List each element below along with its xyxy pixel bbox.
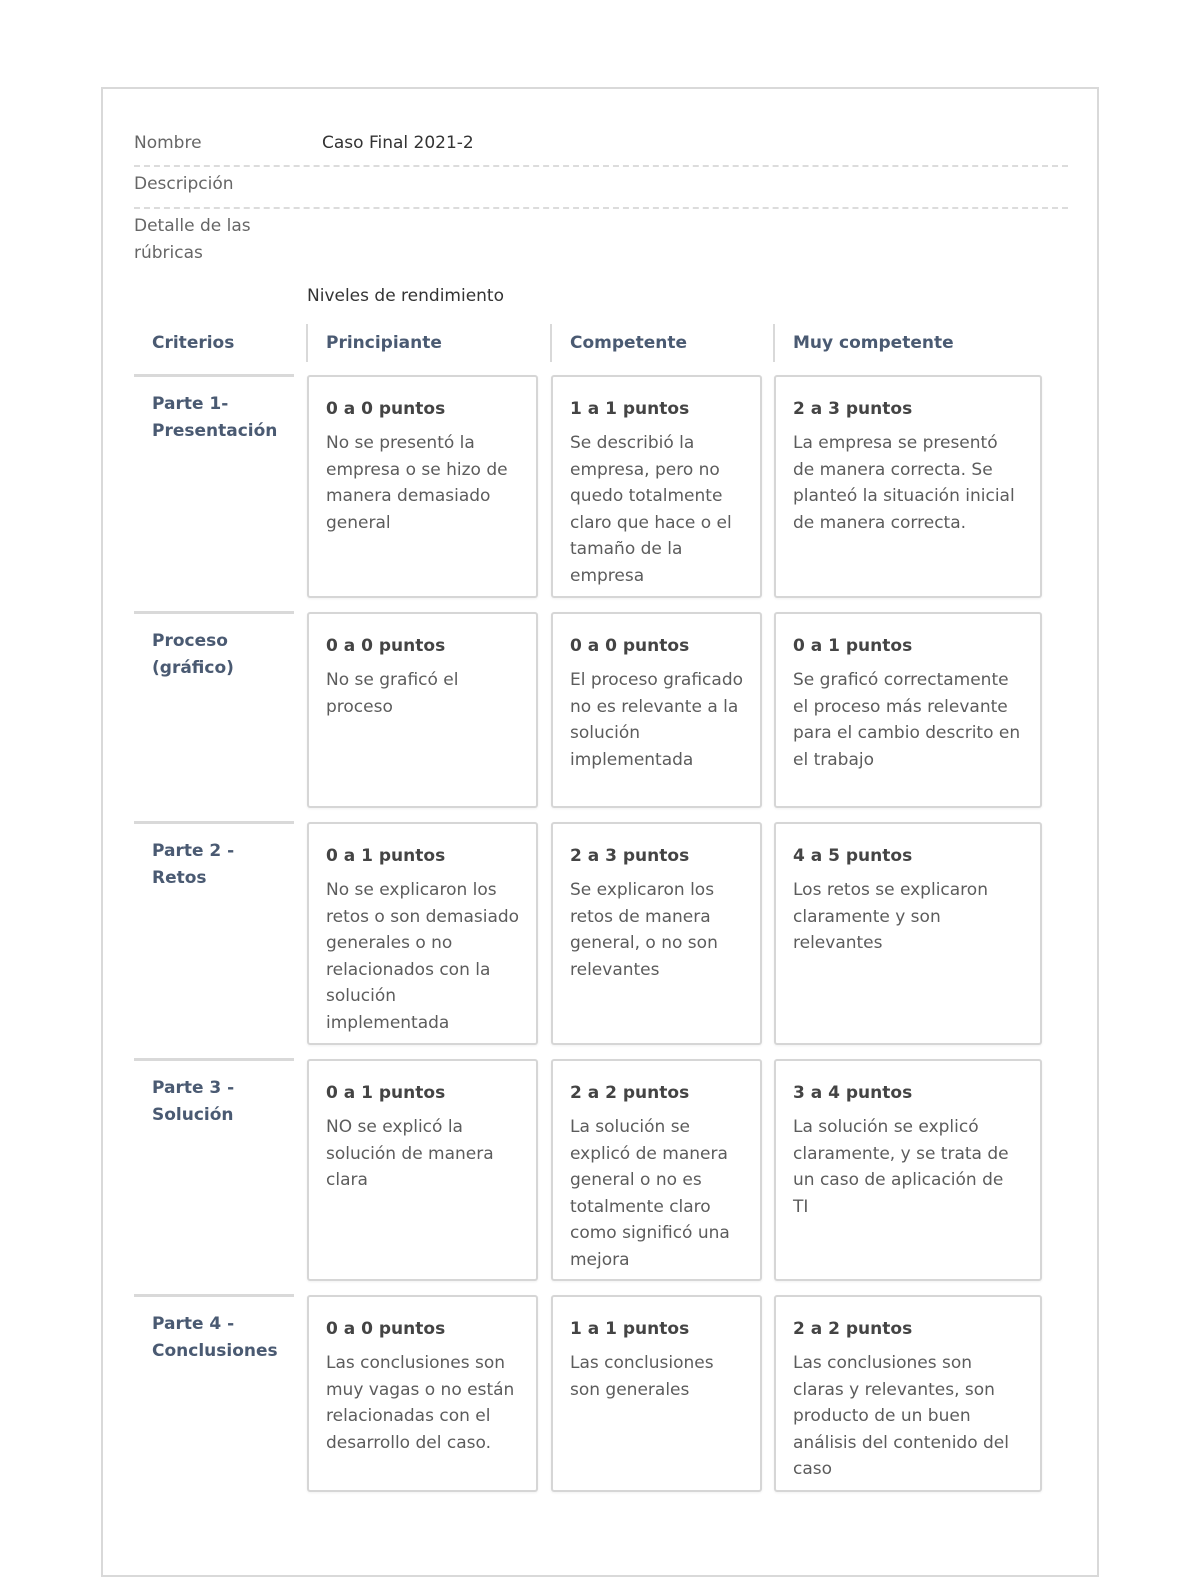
cell-description: No se explicaron los retos o son demasiado generales o no relacionados con la solución implementada — [326, 880, 520, 1033]
cell-description: Se graficó correctamente el proceso más relevante para el cambio descrito en el trabajo — [793, 670, 1021, 770]
cell-points: 2 a 3 puntos — [793, 399, 913, 419]
cell-description: Se describió la empresa, pero no quedo totalmente claro que hace o el tamaño de la empresa — [570, 433, 732, 586]
rubric-cell[interactable] — [774, 612, 1042, 808]
criterion-line: Presentación — [152, 421, 278, 441]
cell-description: El proceso graficado no es relevante a la solución implementada — [570, 670, 744, 770]
criterion-proceso — [134, 611, 294, 682]
rubric-cell[interactable] — [307, 822, 538, 1045]
column-principiante: Principiante — [326, 333, 442, 353]
detail-label-line1: Detalle de las — [134, 216, 251, 236]
column-separator — [550, 324, 552, 362]
criterion-line: Solución — [152, 1105, 234, 1125]
cell-description: La solución se explicó claramente, y se trata de un caso de aplicación de TI — [793, 1117, 1009, 1217]
rubric-cell[interactable] — [307, 1295, 538, 1492]
cell-points: 1 a 1 puntos — [570, 1319, 690, 1339]
cell-description: La empresa se presentó de manera correcta. Se planteó la situación inicial de manera correcta. — [793, 433, 1015, 533]
column-separator — [773, 324, 775, 362]
rubric-cell[interactable] — [551, 612, 762, 808]
cell-description: Las conclusiones son muy vagas o no están relacionadas con el desarrollo del caso. — [326, 1353, 515, 1453]
rubric-cell[interactable] — [774, 375, 1042, 598]
cell-points: 0 a 1 puntos — [793, 636, 913, 656]
column-muy-competente: Muy competente — [793, 333, 954, 353]
criterion-line: (gráfico) — [152, 658, 234, 678]
levels-title: Niveles de rendimiento — [307, 286, 505, 306]
cell-points: 0 a 0 puntos — [326, 636, 446, 656]
criterion-conclusiones — [134, 1294, 294, 1365]
criterion-line: Proceso — [152, 631, 228, 651]
rubric-cell[interactable] — [774, 1295, 1042, 1492]
name-label: Nombre — [134, 133, 202, 153]
cell-description: NO se explicó la solución de manera clara — [326, 1117, 494, 1190]
rubric-cell[interactable] — [551, 822, 762, 1045]
description-label: Descripción — [134, 174, 234, 194]
cell-description: La solución se explicó de manera general o no es totalmente claro como significó una mejora — [570, 1117, 730, 1270]
cell-description: No se presentó la empresa o se hizo de manera demasiado general — [326, 433, 508, 533]
column-separator — [306, 324, 308, 362]
detail-label-line2: rúbricas — [134, 243, 203, 263]
criterion-line: Parte 2 - — [152, 841, 235, 861]
cell-points: 0 a 0 puntos — [326, 399, 446, 419]
cell-points: 0 a 1 puntos — [326, 1083, 446, 1103]
description-row — [134, 171, 1068, 209]
column-competente: Competente — [570, 333, 687, 353]
criterion-solucion — [134, 1058, 294, 1129]
cell-points: 3 a 4 puntos — [793, 1083, 913, 1103]
criterion-line: Parte 1- — [152, 394, 229, 414]
criterion-line: Parte 4 - — [152, 1314, 235, 1334]
cell-description: Las conclusiones son claras y relevantes, son producto de un buen análisis del contenido del caso — [793, 1353, 1009, 1479]
rubric-cell[interactable] — [307, 1059, 538, 1281]
rubric-cell[interactable] — [551, 1059, 762, 1281]
rubric-cell[interactable] — [307, 612, 538, 808]
criterion-line: Parte 3 - — [152, 1078, 235, 1098]
cell-points: 2 a 2 puntos — [570, 1083, 690, 1103]
criterion-line: Retos — [152, 868, 207, 888]
rubric-cell[interactable] — [774, 1059, 1042, 1281]
name-value: Caso Final 2021-2 — [322, 133, 474, 153]
cell-points: 0 a 1 puntos — [326, 846, 446, 866]
cell-points: 2 a 2 puntos — [793, 1319, 913, 1339]
cell-description: Se explicaron los retos de manera general, o no son relevantes — [570, 880, 718, 980]
detail-label — [134, 213, 251, 267]
cell-points: 0 a 0 puntos — [570, 636, 690, 656]
rubric-cell[interactable] — [307, 375, 538, 598]
rubric-cell[interactable] — [551, 1295, 762, 1492]
cell-points: 4 a 5 puntos — [793, 846, 913, 866]
criterion-retos — [134, 821, 294, 892]
cell-description: Los retos se explicaron claramente y son relevantes — [793, 880, 988, 953]
cell-points: 0 a 0 puntos — [326, 1319, 446, 1339]
cell-description: No se graficó el proceso — [326, 670, 459, 717]
rubric-cell[interactable] — [551, 375, 762, 598]
cell-points: 2 a 3 puntos — [570, 846, 690, 866]
cell-points: 1 a 1 puntos — [570, 399, 690, 419]
column-criteria: Criterios — [152, 333, 235, 353]
criterion-presentacion — [134, 374, 294, 445]
criterion-line: Conclusiones — [152, 1341, 278, 1361]
name-row — [134, 130, 1068, 167]
cell-description: Las conclusiones son generales — [570, 1353, 714, 1400]
rubric-cell[interactable] — [774, 822, 1042, 1045]
